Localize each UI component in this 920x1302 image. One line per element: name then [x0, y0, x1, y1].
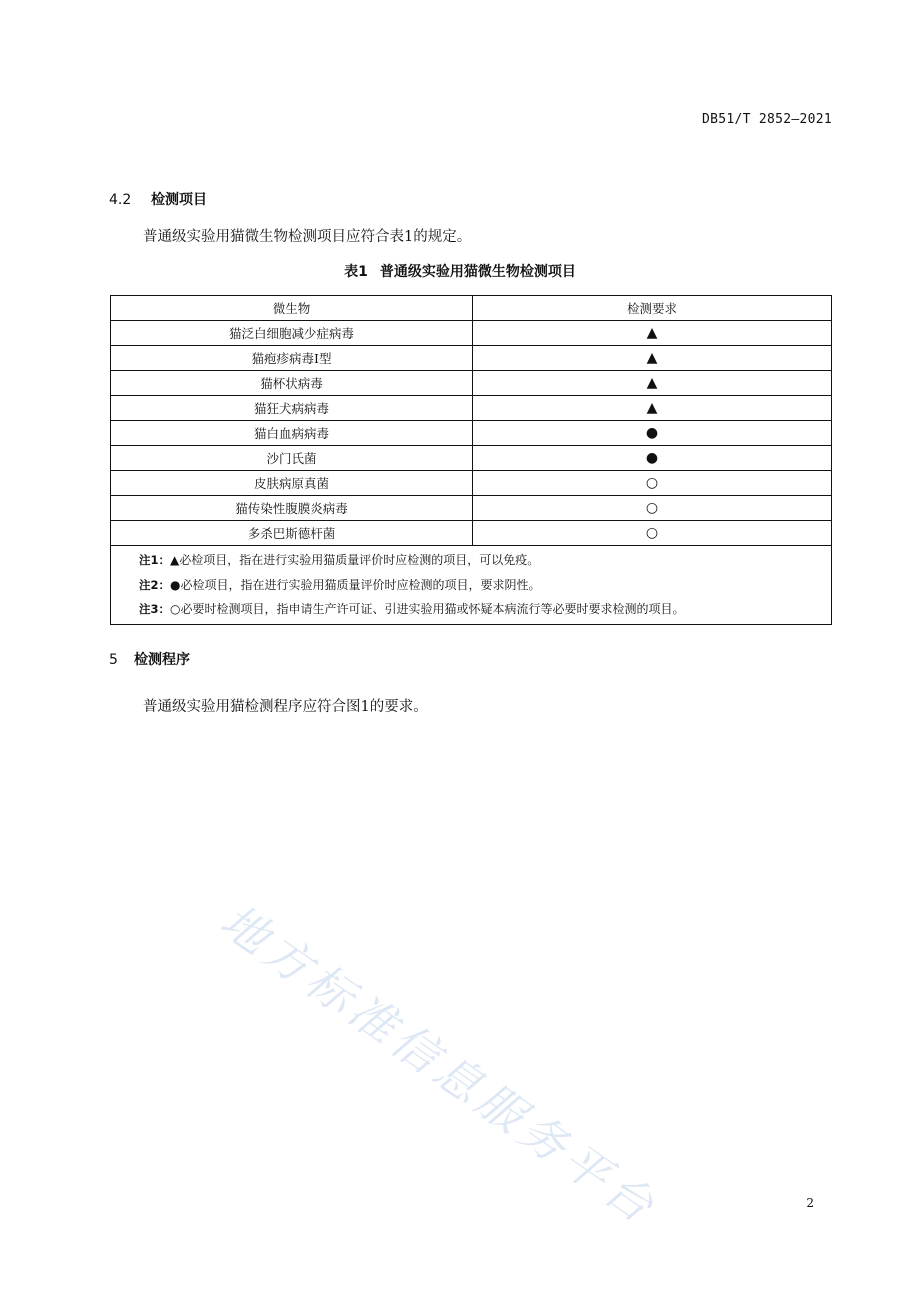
section-4-2-title: 检测项目	[151, 192, 207, 208]
table-row	[111, 521, 832, 546]
section-4-2-number: 4.2	[109, 192, 132, 208]
requirement-mark: ▲	[473, 371, 832, 396]
table-notes-row	[111, 546, 832, 625]
microbe-name: 猫传染性腹膜炎病毒	[111, 496, 473, 521]
table-row	[111, 396, 832, 421]
note-text: ○必要时检测项目，指申请生产许可证、引进实验用猫或怀疑本病流行等必要时要求检测的项目。	[170, 602, 685, 616]
table-caption-number: 表1	[344, 264, 368, 280]
table-header-row	[111, 296, 832, 321]
section-4-2-paragraph: 普通级实验用猫微生物检测项目应符合表1的规定。	[143, 229, 472, 245]
microbe-test-table	[110, 295, 832, 625]
table-caption-title: 普通级实验用猫微生物检测项目	[379, 264, 576, 280]
microbe-name: 沙门氏菌	[111, 446, 473, 471]
table-row	[111, 471, 832, 496]
requirement-mark: ○	[473, 496, 832, 521]
requirement-mark: ▲	[473, 346, 832, 371]
section-5-heading	[109, 649, 190, 669]
table-row	[111, 321, 832, 346]
requirement-mark: ○	[473, 471, 832, 496]
microbe-name: 猫杯状病毒	[111, 371, 473, 396]
document-code: DB51/T 2852—2021	[701, 112, 832, 127]
requirement-mark: ▲	[473, 321, 832, 346]
microbe-name: 猫狂犬病病毒	[111, 396, 473, 421]
header-requirement: 检测要求	[473, 296, 832, 321]
section-5-number: 5	[109, 652, 118, 668]
table-row	[111, 421, 832, 446]
page-number: 2	[806, 1196, 814, 1210]
table-caption	[0, 261, 920, 281]
table-note	[139, 548, 831, 573]
requirement-mark: ○	[473, 521, 832, 546]
microbe-name: 多杀巴斯德杆菌	[111, 521, 473, 546]
section-5-title: 检测程序	[134, 652, 190, 668]
requirement-mark: ●	[473, 421, 832, 446]
requirement-mark: ▲	[473, 396, 832, 421]
table-note	[139, 573, 831, 598]
watermark: 地方标准信息服务平台	[210, 893, 668, 1236]
table-notes	[111, 546, 832, 625]
note-text: ●必检项目，指在进行实验用猫质量评价时应检测的项目，要求阴性。	[170, 577, 541, 592]
microbe-name: 皮肤病原真菌	[111, 471, 473, 496]
requirement-mark: ●	[473, 446, 832, 471]
table-row	[111, 346, 832, 371]
note-label: 注3：	[139, 602, 171, 616]
microbe-name: 猫白血病病毒	[111, 421, 473, 446]
table-row	[111, 371, 832, 396]
header-microbe: 微生物	[111, 296, 473, 321]
table-note	[139, 597, 831, 622]
note-text: ▲必检项目，指在进行实验用猫质量评价时应检测的项目，可以免疫。	[170, 553, 540, 567]
table-row	[111, 496, 832, 521]
section-5-paragraph: 普通级实验用猫检测程序应符合图1的要求。	[143, 699, 428, 715]
note-label: 注1：	[139, 553, 171, 567]
table-row	[111, 446, 832, 471]
microbe-name: 猫泛白细胞减少症病毒	[111, 321, 473, 346]
note-label: 注2：	[139, 577, 171, 592]
microbe-name: 猫疱疹病毒I型	[111, 346, 473, 371]
section-4-2-heading	[109, 189, 207, 209]
